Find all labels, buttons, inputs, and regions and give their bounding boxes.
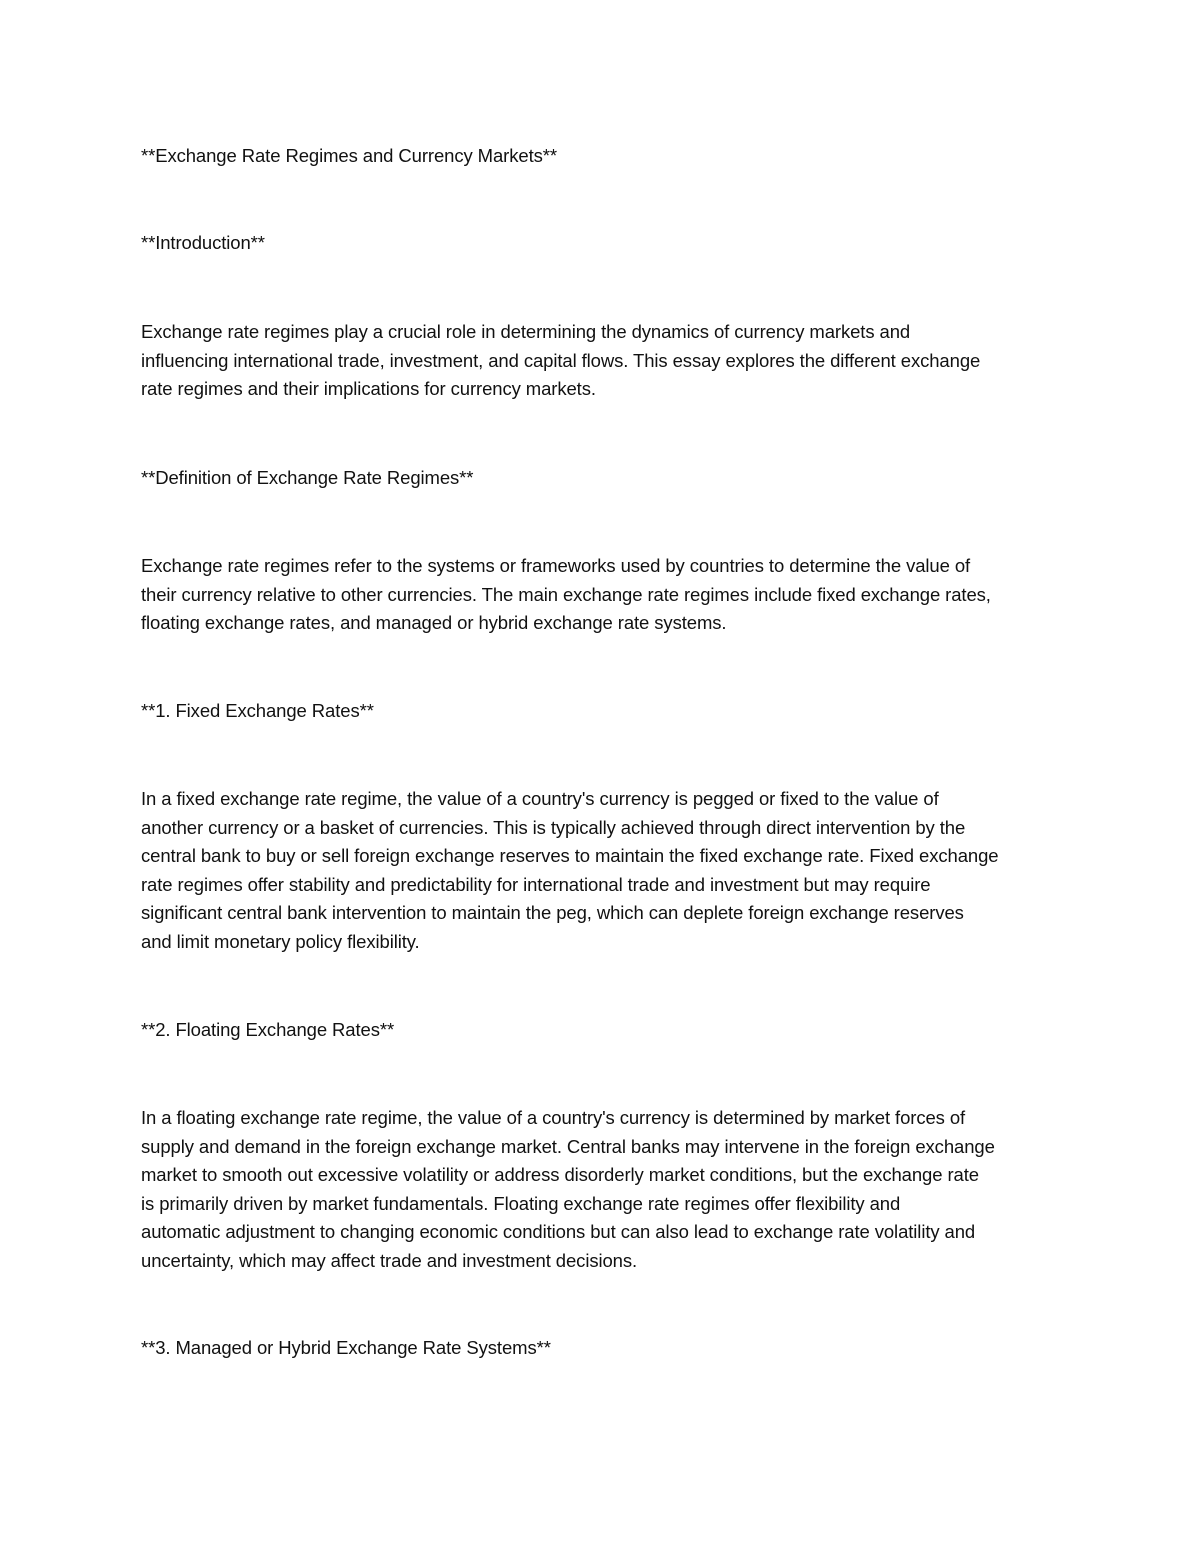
introduction-paragraph bbox=[141, 318, 1071, 404]
paragraph-line: influencing international trade, investment, and capital flows. This essay explores the different exchange bbox=[141, 349, 981, 371]
paragraph-line: automatic adjustment to changing economic conditions but can also lead to exchange rate volatility and bbox=[141, 1221, 976, 1243]
paragraph-line: supply and demand in the foreign exchange market. Central banks may intervene in the foreign exchange bbox=[141, 1135, 995, 1157]
paragraph-line: uncertainty, which may affect trade and investment decisions. bbox=[141, 1249, 638, 1271]
paragraph-line: Exchange rate regimes play a crucial role in determining the dynamics of currency markets and bbox=[141, 321, 911, 342]
paragraph-line: central bank to buy or sell foreign exchange reserves to maintain the fixed exchange rate. Fixed exchange bbox=[141, 845, 999, 867]
fixed-rates-heading: **1. Fixed Exchange Rates** bbox=[141, 700, 374, 721]
floating-rates-heading: **2. Floating Exchange Rates** bbox=[141, 1019, 395, 1040]
definition-paragraph bbox=[141, 552, 1071, 638]
paragraph-line: floating exchange rates, and managed or hybrid exchange rate systems. bbox=[141, 612, 727, 634]
definition-heading: **Definition of Exchange Rate Regimes** bbox=[141, 467, 474, 488]
paragraph-line: is primarily driven by market fundamentals. Floating exchange rate regimes offer flexibility and bbox=[141, 1192, 901, 1214]
introduction-heading: **Introduction** bbox=[141, 232, 265, 253]
paragraph-line: In a floating exchange rate regime, the value of a country's currency is determined by market forces of bbox=[141, 1107, 966, 1128]
paragraph-line: In a fixed exchange rate regime, the value of a country's currency is pegged or fixed to the value of bbox=[141, 788, 939, 809]
paragraph-line: and limit monetary policy flexibility. bbox=[141, 930, 420, 952]
paragraph-line: rate regimes offer stability and predictability for international trade and investment but may require bbox=[141, 873, 931, 895]
fixed-rates-paragraph bbox=[141, 785, 1071, 957]
paragraph-line: rate regimes and their implications for currency markets. bbox=[141, 378, 596, 400]
paragraph-line: their currency relative to other currencies. The main exchange rate regimes include fixed exchange rates, bbox=[141, 583, 991, 605]
paragraph-line: Exchange rate regimes refer to the systems or frameworks used by countries to determine the value of bbox=[141, 555, 971, 576]
managed-systems-heading: **3. Managed or Hybrid Exchange Rate Systems** bbox=[141, 1337, 551, 1358]
paragraph-line: significant central bank intervention to maintain the peg, which can deplete foreign exchange reserves bbox=[141, 902, 964, 924]
document-title: **Exchange Rate Regimes and Currency Markets** bbox=[141, 145, 557, 166]
paragraph-line: another currency or a basket of currencies. This is typically achieved through direct intervention by the bbox=[141, 816, 966, 838]
floating-rates-paragraph bbox=[141, 1104, 1071, 1276]
paragraph-line: market to smooth out excessive volatility or address disorderly market conditions, but the exchange rate bbox=[141, 1164, 979, 1186]
